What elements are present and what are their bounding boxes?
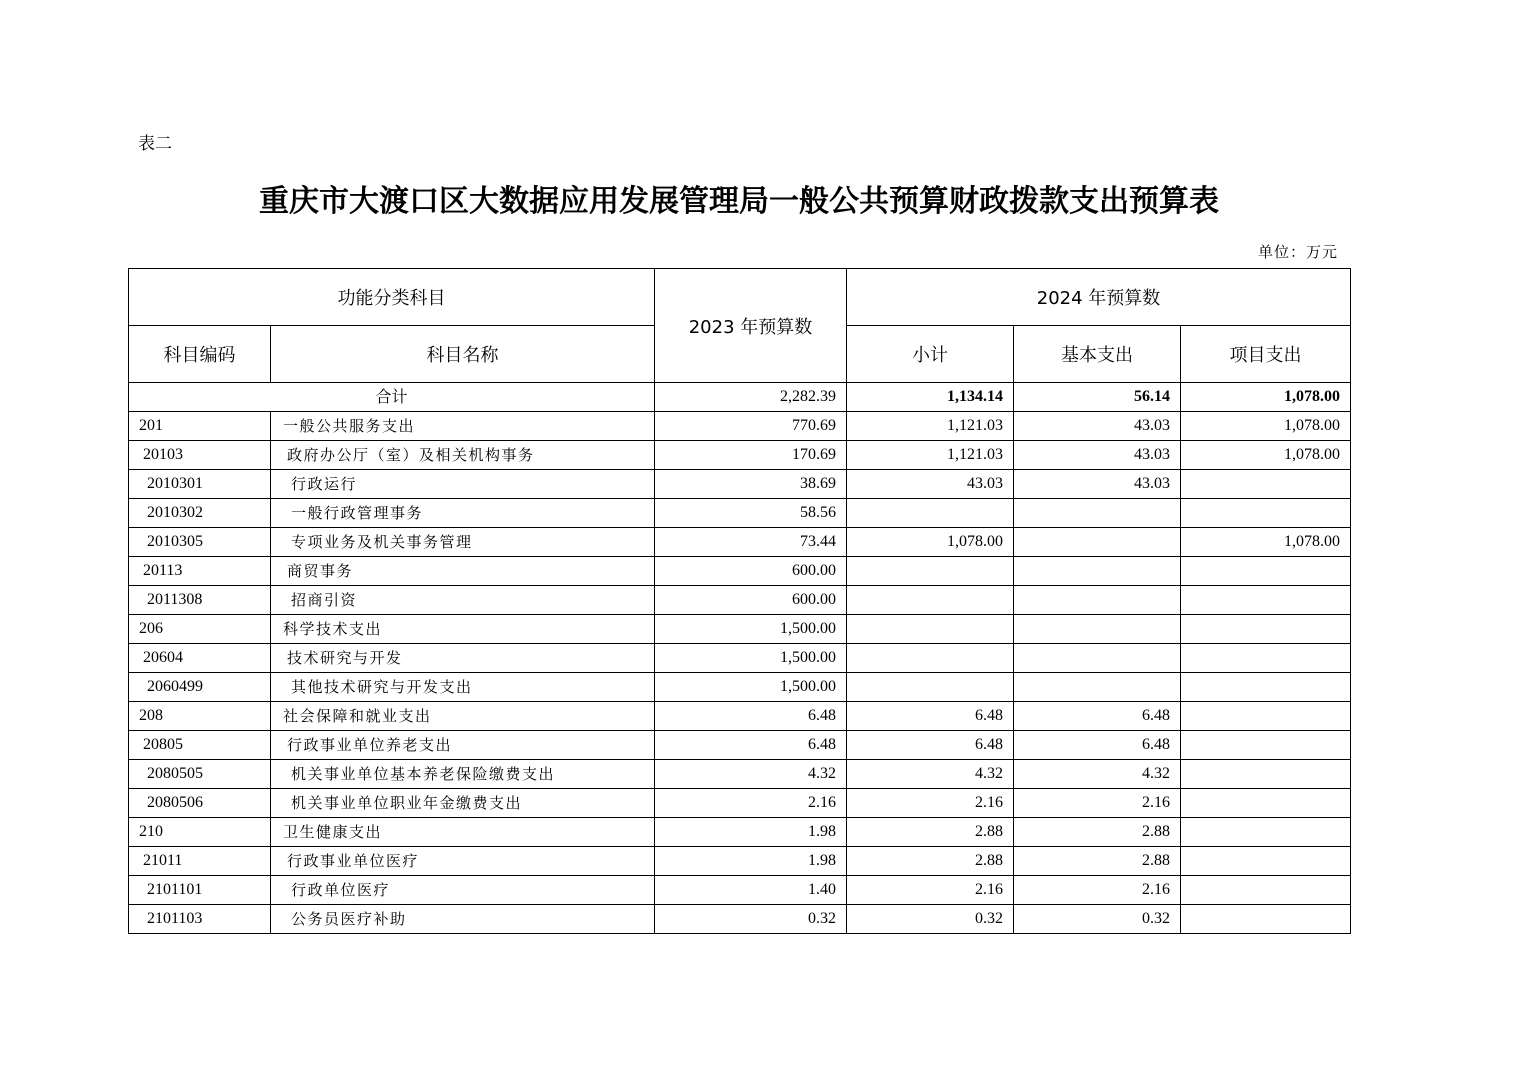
basic-cell: [1014, 644, 1181, 673]
total-basic-cell: 56.14: [1014, 383, 1181, 412]
budget-2023-cell: 1.98: [655, 847, 847, 876]
budget-2023-cell: 770.69: [655, 412, 847, 441]
total-project-cell: 1,078.00: [1181, 383, 1351, 412]
table-row: [129, 731, 1351, 760]
subtotal-cell: 6.48: [847, 731, 1014, 760]
header-subtotal: 小计: [847, 326, 1014, 383]
project-cell: [1181, 644, 1351, 673]
basic-cell: 6.48: [1014, 731, 1181, 760]
project-cell: [1181, 702, 1351, 731]
table-row: [129, 673, 1351, 702]
basic-cell: [1014, 499, 1181, 528]
code-cell: 20113: [129, 557, 271, 586]
code-cell: 206: [129, 615, 271, 644]
header-project: 项目支出: [1181, 326, 1351, 383]
subtotal-cell: [847, 499, 1014, 528]
budget-2023-cell: 1,500.00: [655, 644, 847, 673]
code-cell: 2080505: [129, 760, 271, 789]
header-basic: 基本支出: [1014, 326, 1181, 383]
code-cell: 2010305: [129, 528, 271, 557]
code-cell: 2011308: [129, 586, 271, 615]
subtotal-cell: 43.03: [847, 470, 1014, 499]
subtotal-cell: [847, 586, 1014, 615]
budget-2023-cell: 38.69: [655, 470, 847, 499]
basic-cell: [1014, 673, 1181, 702]
project-cell: [1181, 731, 1351, 760]
basic-cell: 0.32: [1014, 905, 1181, 934]
table-label: 表二: [138, 134, 172, 154]
name-cell: 商贸事务: [271, 557, 655, 586]
table-row: [129, 528, 1351, 557]
subtotal-cell: 2.88: [847, 847, 1014, 876]
table-row: [129, 586, 1351, 615]
code-cell: 20604: [129, 644, 271, 673]
code-cell: 21011: [129, 847, 271, 876]
budget-2023-cell: 1,500.00: [655, 615, 847, 644]
project-cell: [1181, 876, 1351, 905]
subtotal-cell: [847, 557, 1014, 586]
basic-cell: [1014, 586, 1181, 615]
code-cell: 20805: [129, 731, 271, 760]
budget-2023-cell: 600.00: [655, 586, 847, 615]
table-row: [129, 905, 1351, 934]
name-cell: 行政运行: [271, 470, 655, 499]
name-cell: 科学技术支出: [271, 615, 655, 644]
table-row: [129, 441, 1351, 470]
subtotal-cell: [847, 673, 1014, 702]
table-row: [129, 789, 1351, 818]
code-cell: 20103: [129, 441, 271, 470]
name-cell: 一般公共服务支出: [271, 412, 655, 441]
basic-cell: 43.03: [1014, 441, 1181, 470]
code-cell: 2101101: [129, 876, 271, 905]
budget-table: [128, 268, 1351, 934]
code-cell: 2080506: [129, 789, 271, 818]
table-row: [129, 557, 1351, 586]
subtotal-cell: 4.32: [847, 760, 1014, 789]
budget-2023-cell: 1,500.00: [655, 673, 847, 702]
project-cell: [1181, 847, 1351, 876]
name-cell: 行政事业单位养老支出: [271, 731, 655, 760]
basic-cell: [1014, 528, 1181, 557]
name-cell: 技术研究与开发: [271, 644, 655, 673]
basic-cell: 43.03: [1014, 470, 1181, 499]
table-row: [129, 847, 1351, 876]
table-row: [129, 499, 1351, 528]
subtotal-cell: 2.88: [847, 818, 1014, 847]
code-cell: 210: [129, 818, 271, 847]
name-cell: 机关事业单位基本养老保险缴费支出: [271, 760, 655, 789]
subtotal-cell: 0.32: [847, 905, 1014, 934]
basic-cell: 2.88: [1014, 818, 1181, 847]
budget-2023-cell: 58.56: [655, 499, 847, 528]
page-title: 重庆市大渡口区大数据应用发展管理局一般公共预算财政拨款支出预算表: [259, 184, 1219, 219]
subtotal-cell: 1,121.03: [847, 412, 1014, 441]
basic-cell: [1014, 615, 1181, 644]
name-cell: 政府办公厅（室）及相关机构事务: [271, 441, 655, 470]
basic-cell: [1014, 557, 1181, 586]
header-category-group: 功能分类科目: [129, 269, 655, 326]
basic-cell: 4.32: [1014, 760, 1181, 789]
total-label: 合计: [129, 383, 655, 412]
budget-2023-cell: 1.98: [655, 818, 847, 847]
subtotal-cell: 6.48: [847, 702, 1014, 731]
table-row: [129, 818, 1351, 847]
project-cell: [1181, 673, 1351, 702]
project-cell: [1181, 557, 1351, 586]
budget-2023-cell: 600.00: [655, 557, 847, 586]
budget-2023-cell: 2.16: [655, 789, 847, 818]
name-cell: 公务员医疗补助: [271, 905, 655, 934]
name-cell: 行政事业单位医疗: [271, 847, 655, 876]
budget-2023-cell: 73.44: [655, 528, 847, 557]
project-cell: 1,078.00: [1181, 528, 1351, 557]
project-cell: [1181, 615, 1351, 644]
project-cell: [1181, 818, 1351, 847]
total-row: [129, 383, 1351, 412]
code-cell: 201: [129, 412, 271, 441]
table-row: [129, 412, 1351, 441]
table-header: [129, 269, 1351, 383]
name-cell: 机关事业单位职业年金缴费支出: [271, 789, 655, 818]
budget-2023-cell: 170.69: [655, 441, 847, 470]
name-cell: 行政单位医疗: [271, 876, 655, 905]
table-row: [129, 702, 1351, 731]
name-cell: 其他技术研究与开发支出: [271, 673, 655, 702]
budget-2023-cell: 0.32: [655, 905, 847, 934]
header-budget-2023: 2023 年预算数: [655, 269, 847, 383]
project-cell: [1181, 470, 1351, 499]
table-row: [129, 760, 1351, 789]
code-cell: 2101103: [129, 905, 271, 934]
project-cell: [1181, 499, 1351, 528]
basic-cell: 2.88: [1014, 847, 1181, 876]
project-cell: [1181, 586, 1351, 615]
project-cell: [1181, 905, 1351, 934]
basic-cell: 6.48: [1014, 702, 1181, 731]
project-cell: [1181, 789, 1351, 818]
header-name: 科目名称: [271, 326, 655, 383]
project-cell: [1181, 760, 1351, 789]
subtotal-cell: [847, 615, 1014, 644]
table-row: [129, 470, 1351, 499]
code-cell: 2010302: [129, 499, 271, 528]
basic-cell: 43.03: [1014, 412, 1181, 441]
table-body: [129, 383, 1351, 934]
name-cell: 卫生健康支出: [271, 818, 655, 847]
name-cell: 社会保障和就业支出: [271, 702, 655, 731]
header-row-1: [129, 269, 1351, 326]
name-cell: 一般行政管理事务: [271, 499, 655, 528]
project-cell: 1,078.00: [1181, 412, 1351, 441]
project-cell: 1,078.00: [1181, 441, 1351, 470]
header-budget-2024-group: 2024 年预算数: [847, 269, 1351, 326]
budget-2023-cell: 6.48: [655, 731, 847, 760]
header-code: 科目编码: [129, 326, 271, 383]
table-row: [129, 615, 1351, 644]
code-cell: 2060499: [129, 673, 271, 702]
budget-2023-cell: 1.40: [655, 876, 847, 905]
subtotal-cell: 2.16: [847, 876, 1014, 905]
subtotal-cell: 1,121.03: [847, 441, 1014, 470]
name-cell: 专项业务及机关事务管理: [271, 528, 655, 557]
total-budget-2023-cell: 2,282.39: [655, 383, 847, 412]
subtotal-cell: 1,078.00: [847, 528, 1014, 557]
code-cell: 208: [129, 702, 271, 731]
name-cell: 招商引资: [271, 586, 655, 615]
unit-label: 单位：万元: [1257, 243, 1338, 261]
budget-2023-cell: 4.32: [655, 760, 847, 789]
table-row: [129, 644, 1351, 673]
subtotal-cell: [847, 644, 1014, 673]
budget-2023-cell: 6.48: [655, 702, 847, 731]
code-cell: 2010301: [129, 470, 271, 499]
basic-cell: 2.16: [1014, 789, 1181, 818]
table-row: [129, 876, 1351, 905]
total-subtotal-cell: 1,134.14: [847, 383, 1014, 412]
subtotal-cell: 2.16: [847, 789, 1014, 818]
basic-cell: 2.16: [1014, 876, 1181, 905]
